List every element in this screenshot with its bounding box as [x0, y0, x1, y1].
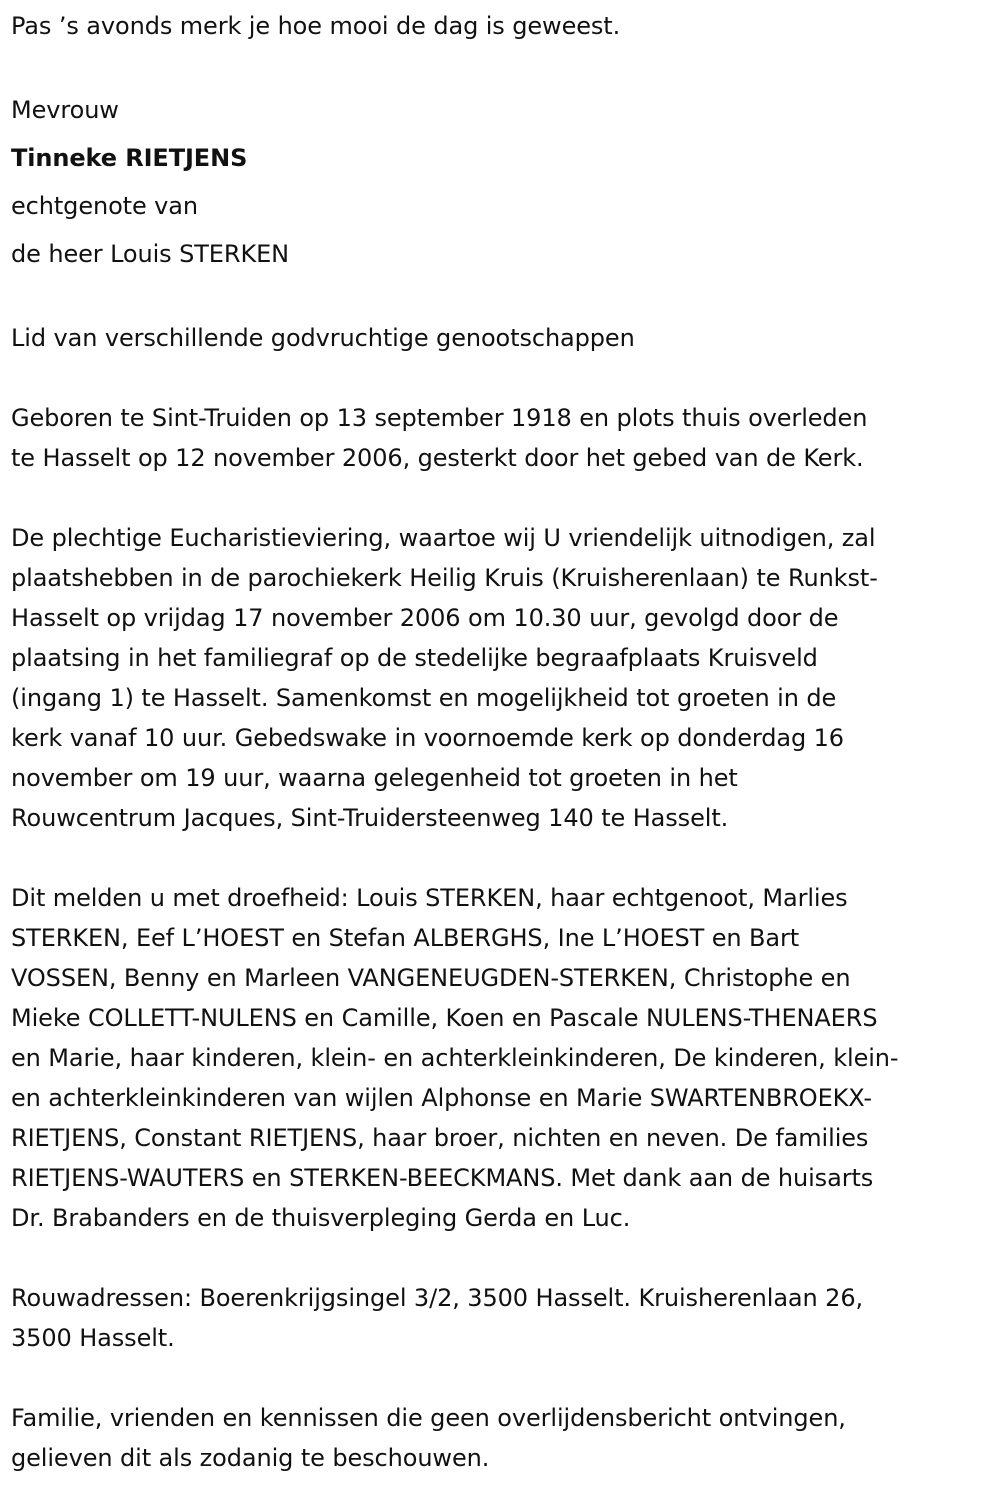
text-line: STERKEN, Eef L’HOEST en Stefan ALBERGHS, Ine L’HOEST en Bart — [11, 924, 800, 952]
motto: Pas ’s avonds merk je hoe mooi de dag is geweest. — [11, 12, 621, 40]
text-line: Rouwcentrum Jacques, Sint-Truidersteenweg 140 te Hasselt. — [11, 804, 729, 832]
text-line: Dr. Brabanders en de thuisverpleging Gerda en Luc. — [11, 1204, 631, 1232]
title-prefix: Mevrouw — [11, 96, 119, 124]
text-line: De plechtige Eucharistieviering, waartoe wij U vriendelijk uitnodigen, zal — [11, 524, 876, 552]
closing-paragraph — [11, 1398, 990, 1478]
text-line: Dit melden u met droefheid: Louis STERKEN, haar echtgenoot, Marlies — [11, 884, 848, 912]
text-line: Mieke COLLETT-NULENS en Camille, Koen en Pascale NULENS-THENAERS — [11, 1004, 878, 1032]
text-line: (ingang 1) te Hasselt. Samenkomst en mogelijkheid tot groeten in de — [11, 684, 837, 712]
addresses-paragraph — [11, 1278, 990, 1358]
birth-death-paragraph — [11, 398, 990, 478]
text-line: 3500 Hasselt. — [11, 1324, 175, 1352]
text-line: te Hasselt op 12 november 2006, gesterkt door het gebed van de Kerk. — [11, 444, 864, 472]
text-line: en Marie, haar kinderen, klein- en achterkleinkinderen, De kinderen, klein- — [11, 1044, 899, 1072]
family-paragraph — [11, 878, 990, 1238]
text-line: Familie, vrienden en kennissen die geen overlijdensbericht ontvingen, — [11, 1404, 846, 1432]
relation: echtgenote van — [11, 192, 199, 220]
text-line: november om 19 uur, waarna gelegenheid tot groeten in het — [11, 764, 738, 792]
text-line: RIETJENS, Constant RIETJENS, haar broer, nichten en neven. De families — [11, 1124, 869, 1152]
text-line: Hasselt op vrijdag 17 november 2006 om 10.30 uur, gevolgd door de — [11, 604, 839, 632]
membership: Lid van verschillende godvruchtige genootschappen — [11, 324, 635, 352]
text-line: en achterkleinkinderen van wijlen Alphonse en Marie SWARTENBROEKX- — [11, 1084, 872, 1112]
ceremony-paragraph — [11, 518, 990, 838]
text-line: plaatsing in het familiegraf op de stedelijke begraafplaats Kruisveld — [11, 644, 818, 672]
deceased-name: Tinneke RIETJENS — [11, 144, 248, 172]
text-line: Rouwadressen: Boerenkrijgsingel 3/2, 3500 Hasselt. Kruisherenlaan 26, — [11, 1284, 864, 1312]
deceased-header — [11, 86, 990, 278]
text-line: kerk vanaf 10 uur. Gebedswake in voornoemde kerk op donderdag 16 — [11, 724, 844, 752]
spouse-name: de heer Louis STERKEN — [11, 240, 290, 268]
text-line: gelieven dit als zodanig te beschouwen. — [11, 1444, 490, 1472]
text-line: plaatshebben in de parochiekerk Heilig Kruis (Kruisherenlaan) te Runkst- — [11, 564, 878, 592]
text-line: Geboren te Sint-Truiden op 13 september 1918 en plots thuis overleden — [11, 404, 868, 432]
text-line: RIETJENS-WAUTERS en STERKEN-BEECKMANS. Met dank aan de huisarts — [11, 1164, 874, 1192]
text-line: VOSSEN, Benny en Marleen VANGENEUGDEN-STERKEN, Christophe en — [11, 964, 851, 992]
